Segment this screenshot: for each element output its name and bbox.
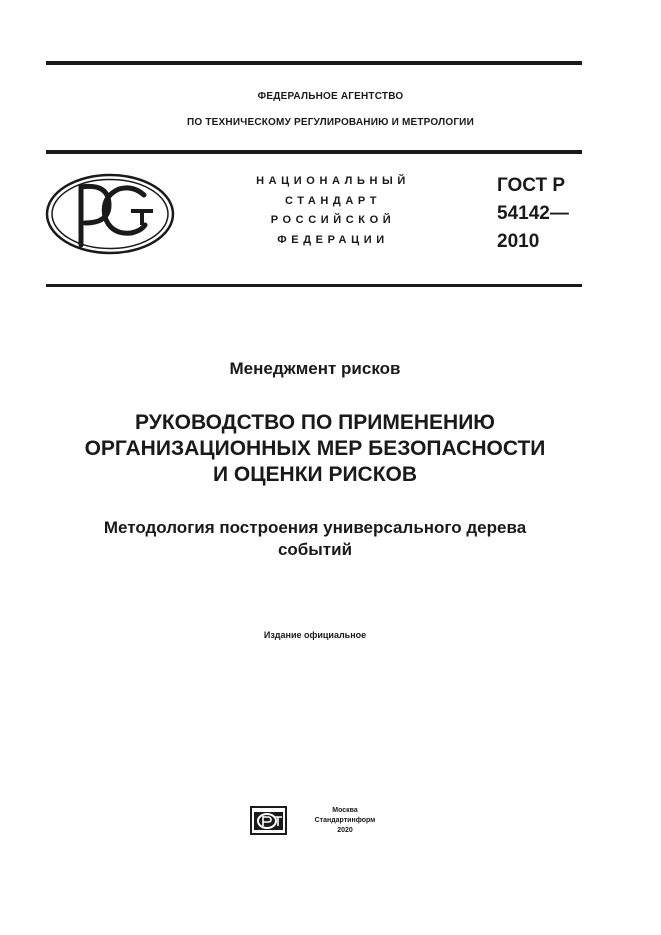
publisher-name: Стандартинформ <box>314 817 376 824</box>
subtitle-line: событий <box>277 540 353 559</box>
agency-name-line1: ФЕДЕРАЛЬНОЕ АГЕНТСТВО <box>257 91 404 102</box>
edition-label: Издание официальное <box>263 630 367 640</box>
standard-type-line: НАЦИОНАЛЬНЫЙ <box>256 175 410 187</box>
document-title <box>0 410 630 488</box>
standard-code-line: 54142— <box>497 203 569 224</box>
title-line: РУКОВОДСТВО ПО ПРИМЕНЕНИЮ <box>135 411 495 434</box>
standard-code <box>497 172 569 256</box>
standard-type <box>238 172 428 250</box>
publisher-block <box>305 806 385 836</box>
title-line: И ОЦЕНКИ РИСКОВ <box>212 463 418 486</box>
agency-name-line2: ПО ТЕХНИЧЕСКОМУ РЕГУЛИРОВАНИЮ И МЕТРОЛОГИИ <box>187 117 474 128</box>
standard-code-line: 2010 <box>497 231 540 252</box>
rst-emblem-logo <box>45 173 175 255</box>
standard-type-line: ФЕДЕРАЦИИ <box>277 233 389 246</box>
publisher-city: Москва <box>332 807 358 814</box>
document-subject: Менеджмент рисков <box>229 359 401 378</box>
title-line: ОРГАНИЗАЦИОННЫХ МЕР БЕЗОПАСНОСТИ <box>84 437 546 460</box>
standard-type-line: СТАНДАРТ <box>284 194 382 207</box>
standard-code-line: ГОСТ Р <box>497 175 566 196</box>
standard-block-rule <box>46 284 582 287</box>
standard-type-line: РОССИЙСКОЙ <box>270 214 396 226</box>
top-rule <box>46 61 582 65</box>
subtitle-line: Методология построения универсального дерева <box>103 518 527 537</box>
document-subtitle <box>0 517 630 561</box>
publisher-year: 2020 <box>337 827 353 834</box>
standartinform-logo <box>250 806 287 835</box>
header-rule <box>46 150 582 154</box>
